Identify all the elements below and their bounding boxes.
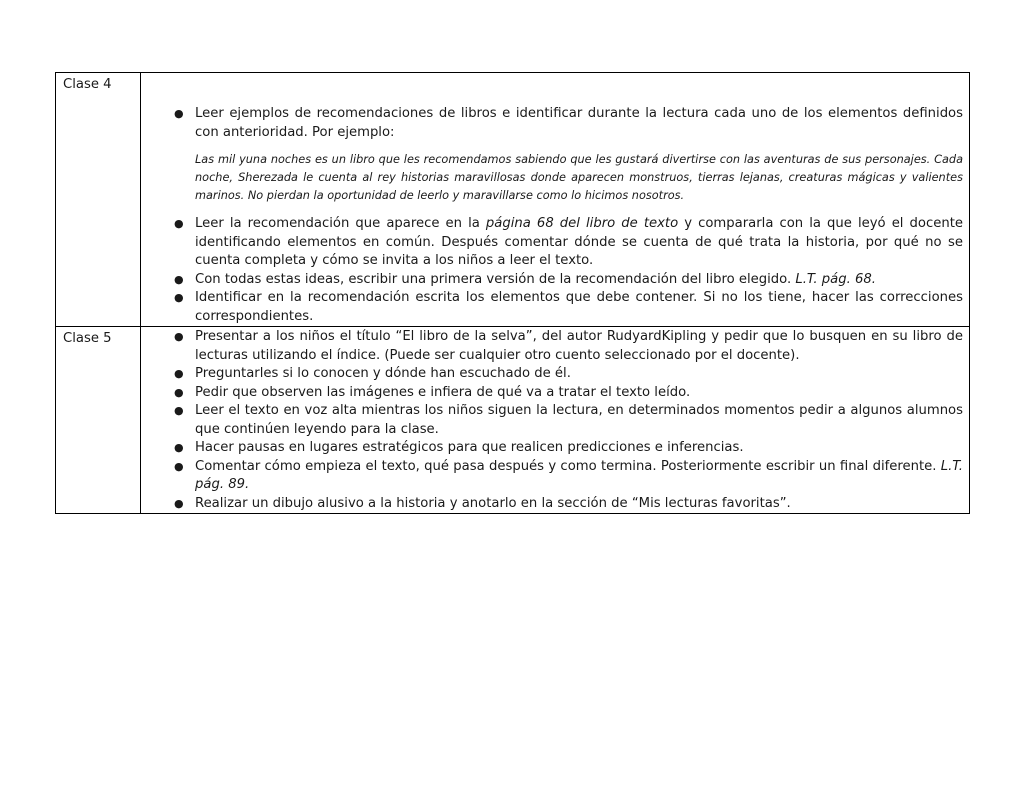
class-label: Clase 5: [56, 327, 141, 514]
activity-text: Pedir que observen las imágenes e infiera de qué va a tratar el texto leído.: [195, 384, 691, 400]
lesson-plan-page: [55, 72, 970, 514]
activity-text: Leer ejemplos de recomendaciones de libros e identificar durante la lectura cada uno de los elementos definidos con anterioridad. Por ejemplo:: [195, 106, 963, 140]
class-activities: [141, 73, 970, 327]
activity-text: Hacer pausas en lugares estratégicos para que realicen predicciones e inferencias.: [195, 440, 744, 455]
list-item: [141, 271, 963, 290]
activity-text: Identificar en la recomendación escrita los elementos que debe contener. Si no los tiene, hacer las correcciones correspondientes.: [195, 290, 963, 324]
bullet-icon: ●: [174, 107, 184, 120]
activity-list: [141, 105, 963, 142]
bullet-icon: ●: [174, 330, 184, 343]
bullet-icon: ●: [174, 385, 184, 399]
activity-text: Con todas estas ideas, escribir una primera versión de la recomendación del libro elegido.: [195, 271, 796, 287]
example-recommendation: Las mil yuna noches es un libro que les recomendamos sabiendo que les gustará divertirse con las aventuras de sus personajes. Cada noche, Sherezada le cuenta al rey historias maravillosas donde aparecen monstruos, tierras lejanas, creaturas mágicas y valientes marinos. No pierdan la oportunidad de leerlo y maravillarse como lo hicimos nosotros.: [195, 153, 963, 202]
list-item: [141, 365, 963, 384]
list-item: [141, 215, 963, 271]
bullet-icon: ●: [174, 496, 184, 510]
list-item: [141, 495, 963, 514]
reference-text: L.T. pág. 89.: [195, 458, 963, 492]
class-activities: [141, 327, 970, 514]
reference-text: L.T. pág. 68.: [795, 271, 876, 287]
activity-list: [141, 215, 963, 326]
activity-text: Realizar un dibujo alusivo a la historia y anotarlo en la sección de “Mis lecturas favoritas”.: [195, 495, 791, 511]
activity-text: Leer el texto en voz alta mientras los niños siguen la lectura, en determinados momentos pedir a algunos alumnos que continúen leyendo para la clase.: [195, 403, 963, 437]
activity-text: Leer la recomendación que aparece en la: [195, 216, 486, 231]
reference-text: página 68 del libro de texto: [485, 216, 679, 231]
list-item: [141, 458, 963, 495]
table-row-clase-5: [56, 327, 970, 514]
bullet-icon: ●: [174, 404, 184, 417]
activity-text: Comentar cómo empieza el texto, qué pasa después y como termina. Posteriormente escribir un final diferente.: [195, 458, 941, 474]
activity-text: Preguntarles si lo conocen y dónde han escuchado de él.: [195, 366, 571, 381]
list-item: [141, 328, 963, 365]
list-item: [141, 402, 963, 439]
lesson-plan-table: [55, 72, 970, 514]
bullet-icon: ●: [174, 459, 184, 473]
class-label: Clase 4: [56, 73, 141, 327]
table-row-clase-4: [56, 73, 970, 327]
bullet-icon: ●: [174, 272, 184, 286]
list-item: [141, 384, 963, 403]
list-item: [141, 105, 963, 142]
bullet-icon: ●: [174, 367, 184, 380]
bullet-icon: ●: [174, 291, 184, 304]
list-item: [141, 439, 963, 458]
activity-list: [141, 328, 963, 513]
activity-text: y compararla con la que leyó el docente identificando elementos en común. Después comentar dónde se cuenta de qué trata la historia, por qué no se cuenta completa y cómo se invita a los niños a leer el texto.: [195, 216, 963, 268]
bullet-icon: ●: [174, 217, 184, 230]
list-item: [141, 289, 963, 326]
activity-text: Presentar a los niños el título “El libro de la selva”, del autor RudyardKipling y pedir que lo busquen en su libro de lecturas utilizando el índice. (Puede ser cualquier otro cuento seleccionado por el docente).: [195, 329, 963, 363]
bullet-icon: ●: [174, 441, 184, 454]
